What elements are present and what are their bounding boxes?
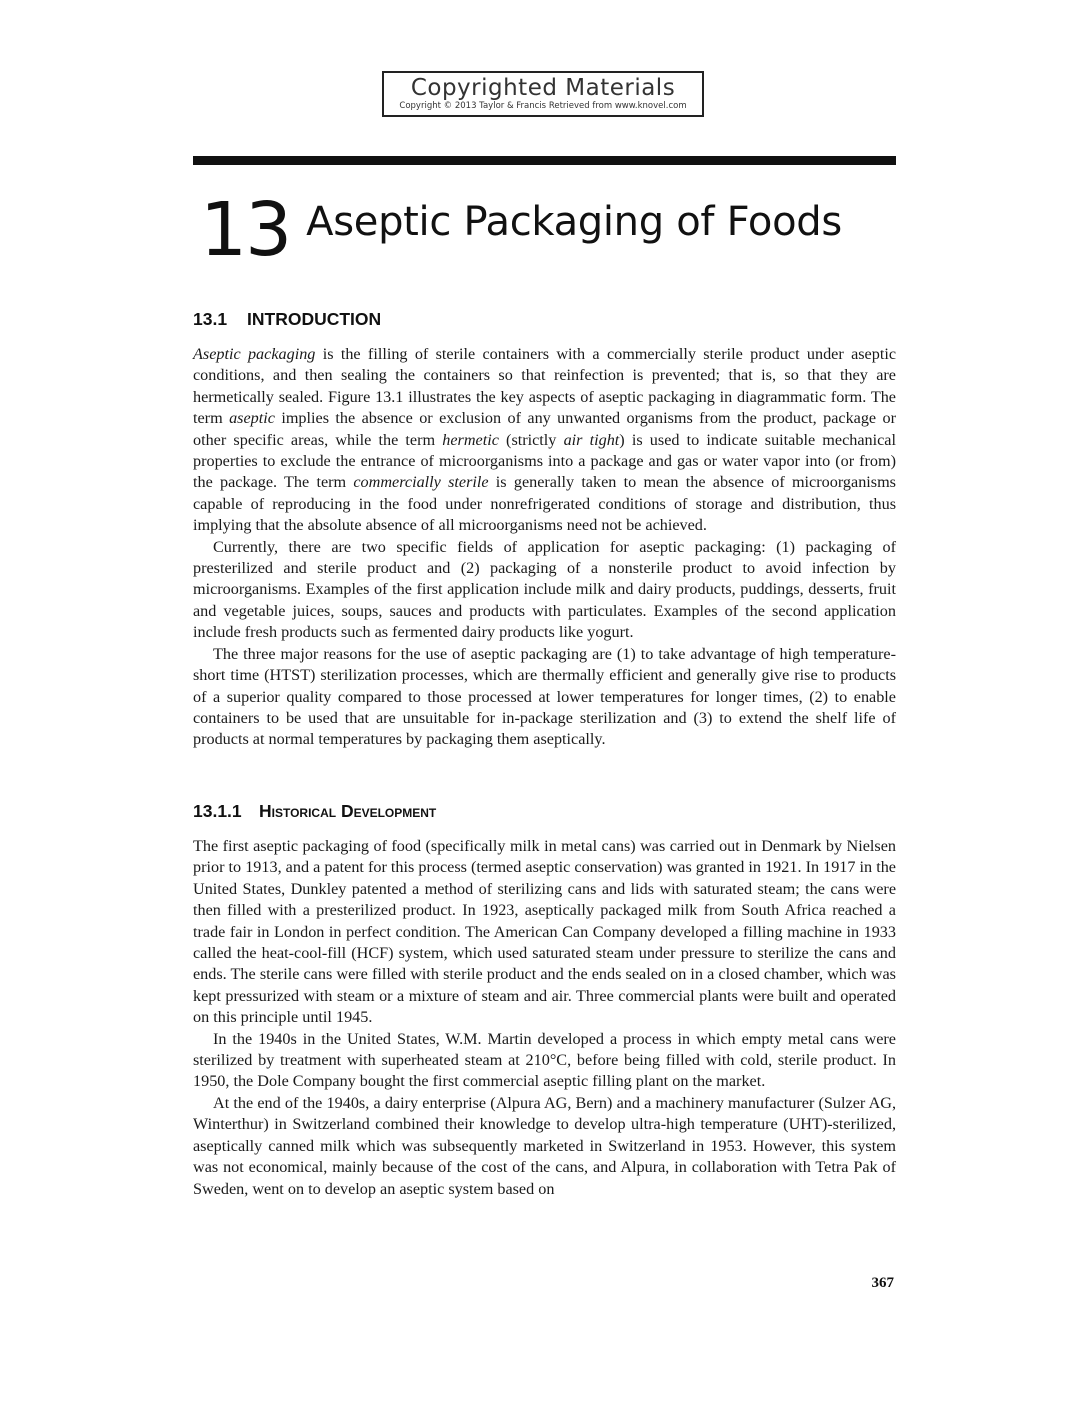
chapter-heading xyxy=(200,187,842,273)
watermark-subtitle: Copyright © 2013 Taylor & Francis Retrieved from www.knovel.com xyxy=(399,101,687,111)
watermark-title: Copyrighted Materials xyxy=(410,75,676,101)
term-aseptic-packaging: Aseptic packaging xyxy=(193,345,316,363)
text-run: implies the absence or exclusion of any unwanted organisms from the product, package or other specific areas, while the term xyxy=(193,409,897,449)
page-number: 367 xyxy=(871,1275,894,1291)
text-run: is the filling of sterile containers with a commercially sterile product under aseptic conditions, and then sealing the containers so that reinfection is prevented; that is, so that they are hermetically sealed. Figure 13.1 illustrates the key aspects of aseptic packaging in diagrammatic form. The term xyxy=(193,345,897,428)
section-heading xyxy=(193,309,381,330)
term-aseptic: aseptic xyxy=(229,409,275,428)
subsection-heading xyxy=(193,801,436,822)
intro-paragraph-3: The three major reasons for the use of aseptic packaging are (1) to take advantage of high temperature-short time (HTST) sterilization processes, which are thermally efficient and generally give rise to products of a superior quality compared to those processed at lower temperatures for longer times, (2) to enable containers to be used that are unsuitable for in-package sterilization and (3) to extend the shelf life of products at normal temperatures by packaging them aseptically. xyxy=(193,644,896,749)
section-number: 13.1 xyxy=(193,309,228,329)
history-paragraph-1: The first aseptic packaging of food (specifically milk in metal cans) was carried out in Denmark by Nielsen prior to 1913, and a patent for this process (termed aseptic conservation) was granted in 1921. In 1917 in the United States, Dunkley patented a method of sterilizing cans and lids with saturated steam; the cans were then filled with a presterilized product. In 1923, aseptically packaged milk from South Africa reached a trade fair in London in perfect condition. The American Can Company developed a filling machine in 1933 called the heat-cool-fill (HCF) system, which used saturated steam under pressure to sterilize the cans and ends. The sterile cans were filled with sterile product and the ends sealed on in a closed chamber, which was kept pressurized with steam or a mixture of steam and air. Three commercial plants were built and operated on this principle until 1945. xyxy=(193,837,896,1027)
text-run: is generally taken to mean the absence of microorganisms capable of reproducing in the food under nonrefrigerated conditions of storage and distribution, thus implying that the absolute absence of all microorganisms need not be achieved. xyxy=(193,473,896,535)
subsection-number: 13.1.1 xyxy=(193,801,242,821)
chapter-number: 13 xyxy=(200,187,291,273)
history-paragraph-2: In the 1940s in the United States, W.M. Martin developed a process in which empty metal cans were sterilized by treatment with superheated steam at 210°C, before being filled with cold, sterile product. In 1950, the Dole Company bought the first commercial aseptic filling plant on the market. xyxy=(193,1029,896,1091)
intro-text xyxy=(193,344,896,751)
section-title: INTRODUCTION xyxy=(247,309,382,329)
subsection-title: Historical Development xyxy=(259,801,437,821)
term-hermetic: hermetic xyxy=(442,430,499,449)
term-air-tight: air tight xyxy=(563,430,620,449)
term-commercially-sterile: commercially sterile xyxy=(353,473,489,492)
intro-paragraph-1 xyxy=(193,344,896,537)
history-text xyxy=(193,836,896,1200)
text-run: (strictly xyxy=(498,430,564,449)
chapter-title: Aseptic Packaging of Foods xyxy=(306,199,842,245)
text-run: ) is used to indicate suitable mechanical properties to exclude the entrance of microorganisms into a package and gas or water vapor into (or from) the package. The term xyxy=(193,430,896,492)
chapter-rule xyxy=(193,156,896,165)
history-paragraph-3: At the end of the 1940s, a dairy enterprise (Alpura AG, Bern) and a machinery manufacturer (Sulzer AG, Winterthur) in Switzerland combined their knowledge to develop ultra-high temperature (UHT)-sterilized, aseptically canned milk which was subsequently marketed in Switzerland in 1953. However, this system was not economical, mainly because of the cost of the cans, and Alpura, in collaboration with Tetra Pak of Sweden, went on to develop an aseptic system based on xyxy=(193,1093,896,1198)
intro-paragraph-2: Currently, there are two specific fields of application for aseptic packaging: (1) packaging of presterilized and sterile product and (2) packaging of a nonsterile product to avoid infection by microorganisms. Examples of the first application include milk and dairy products, puddings, desserts, fruit and vegetable juices, soups, sauces and products with particulates. Examples of the second application include fresh products such as fermented dairy products like yogurt. xyxy=(193,537,896,642)
copyright-watermark xyxy=(382,71,704,117)
